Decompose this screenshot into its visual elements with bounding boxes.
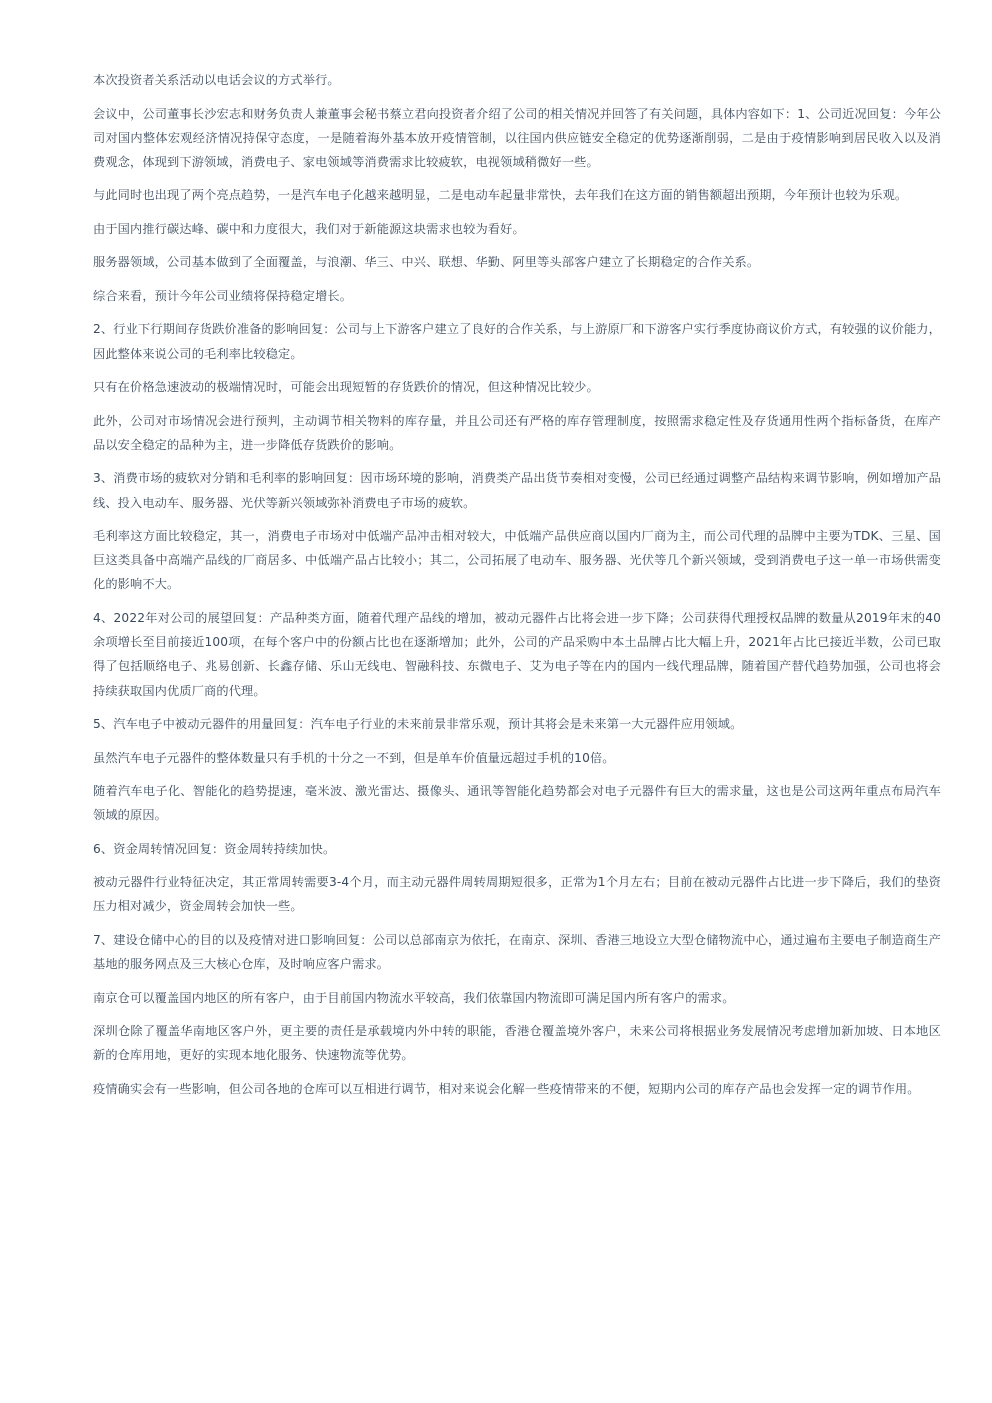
paragraph: 会议中，公司董事长沙宏志和财务负责人兼董事会秘书蔡立君向投资者介绍了公司的相关情况并回答了有关问题，具体内容如下：1、公司近况回复：今年公司对国内整体宏观经济情况持保守态度，一是随着海外基本放开疫情管制，以往国内供应链安全稳定的优势逐渐削弱，二是由于疫情影响到居民收入以及消费观念，体现到下游领域，消费电子、家电领域等消费需求比较疲软，电视领域稍微好一些。 [93,106,941,169]
paragraph: 7、建设仓储中心的目的以及疫情对进口影响回复：公司以总部南京为依托，在南京、深圳、香港三地设立大型仓储物流中心，通过遍布主要电子制造商生产基地的服务网点及三大核心仓库，及时响应客户需求。 [93,932,941,972]
paragraph: 随着汽车电子化、智能化的趋势提速，毫米波、激光雷达、摄像头、通讯等智能化趋势都会对电子元器件有巨大的需求量，这也是公司这两年重点布局汽车领域的原因。 [93,784,941,823]
paragraph: 深圳仓除了覆盖华南地区客户外，更主要的责任是承载境内外中转的职能，香港仓覆盖境外客户，未来公司将根据业务发展情况考虑增加新加坡、日本地区新的仓库用地，更好的实现本地化服务、快速物流等优势。 [93,1024,941,1063]
paragraph: 由于国内推行碳达峰、碳中和力度很大，我们对于新能源这块需求也较为看好。 [93,221,525,236]
paragraph: 综合来看，预计今年公司业绩将保持稳定增长。 [93,288,353,303]
paragraph: 与此同时也出现了两个亮点趋势，一是汽车电子化越来越明显，二是电动车起量非常快，去年我们在这方面的销售额超出预期，今年预计也较为乐观。 [93,188,908,203]
paragraph: 被动元器件行业特征决定，其正常周转需要3-4个月，而主动元器件周转周期短很多，正常为1个月左右；目前在被动元器件占比进一步下降后，我们的垫资压力相对减少，资金周转会加快一些。 [93,875,941,914]
paragraph: 2、行业下行期间存货跌价准备的影响回复：公司与上下游客户建立了良好的合作关系，与上游原厂和下游客户实行季度协商议价方式，有较强的议价能力，因此整体来说公司的毛利率比较稳定。 [93,322,941,361]
paragraph: 4、2022年对公司的展望回复：产品种类方面，随着代理产品线的增加，被动元器件占比将会进一步下降；公司获得代理授权品牌的数量从2019年末的40余项增长至目前接近100项，在每个客户中的份额占比也在逐渐增加；此外，公司的产品采购中本土品牌占比大幅上升，2021年占比已接近半数，公司已取得了包括顺络电子、兆易创新、长鑫存储、乐山无线电、智融科技、东微电子、艾为电子等在内的国内一线代理品牌，随着国产替代趋势加强，公司也将会持续获取国内优质厂商的代理。 [93,610,941,698]
paragraph: 3、消费市场的疲软对分销和毛利率的影响回复：因市场环境的影响，消费类产品出货节奏相对变慢，公司已经通过调整产品结构来调节影响，例如增加产品线、投入电动车、服务器、光伏等新兴领域弥补消费电子市场的疲软。 [93,471,941,510]
paragraph: 6、资金周转情况回复：资金周转持续加快。 [93,841,336,856]
document-body [93,68,941,1110]
paragraph: 服务器领域，公司基本做到了全面覆盖，与浪潮、华三、中兴、联想、华勤、阿里等头部客户建立了长期稳定的合作关系。 [93,255,760,270]
paragraph: 5、汽车电子中被动元器件的用量回复：汽车电子行业的未来前景非常乐观，预计其将会是未来第一大元器件应用领域。 [93,717,743,732]
paragraph: 本次投资者关系活动以电话会议的方式举行。 [93,73,340,87]
paragraph: 疫情确实会有一些影响，但公司各地的仓库可以互相进行调节，相对来说会化解一些疫情带来的不便，短期内公司的库存产品也会发挥一定的调节作用。 [93,1081,920,1096]
paragraph: 虽然汽车电子元器件的整体数量只有手机的十分之一不到，但是单车价值量远超过手机的10倍。 [93,750,615,765]
paragraph: 南京仓可以覆盖国内地区的所有客户，由于目前国内物流水平较高，我们依靠国内物流即可满足国内所有客户的需求。 [93,990,735,1005]
paragraph: 此外，公司对市场情况会进行预判，主动调节相关物料的库存量，并且公司还有严格的库存管理制度，按照需求稳定性及存货通用性两个指标备货，在库产品以安全稳定的品种为主，进一步降低存货跌价的影响。 [93,413,941,452]
paragraph: 只有在价格急速波动的极端情况时，可能会出现短暂的存货跌价的情况，但这种情况比较少。 [93,380,599,395]
paragraph: 毛利率这方面比较稳定，其一，消费电子市场对中低端产品冲击相对较大，中低端产品供应商以国内厂商为主，而公司代理的品牌中主要为TDK、三星、国巨这类具备中高端产品线的厂商居多、中低端产品占比较小；其二，公司拓展了电动车、服务器、光伏等几个新兴领域，受到消费电子这一单一市场供需变化的影响不大。 [93,529,941,592]
